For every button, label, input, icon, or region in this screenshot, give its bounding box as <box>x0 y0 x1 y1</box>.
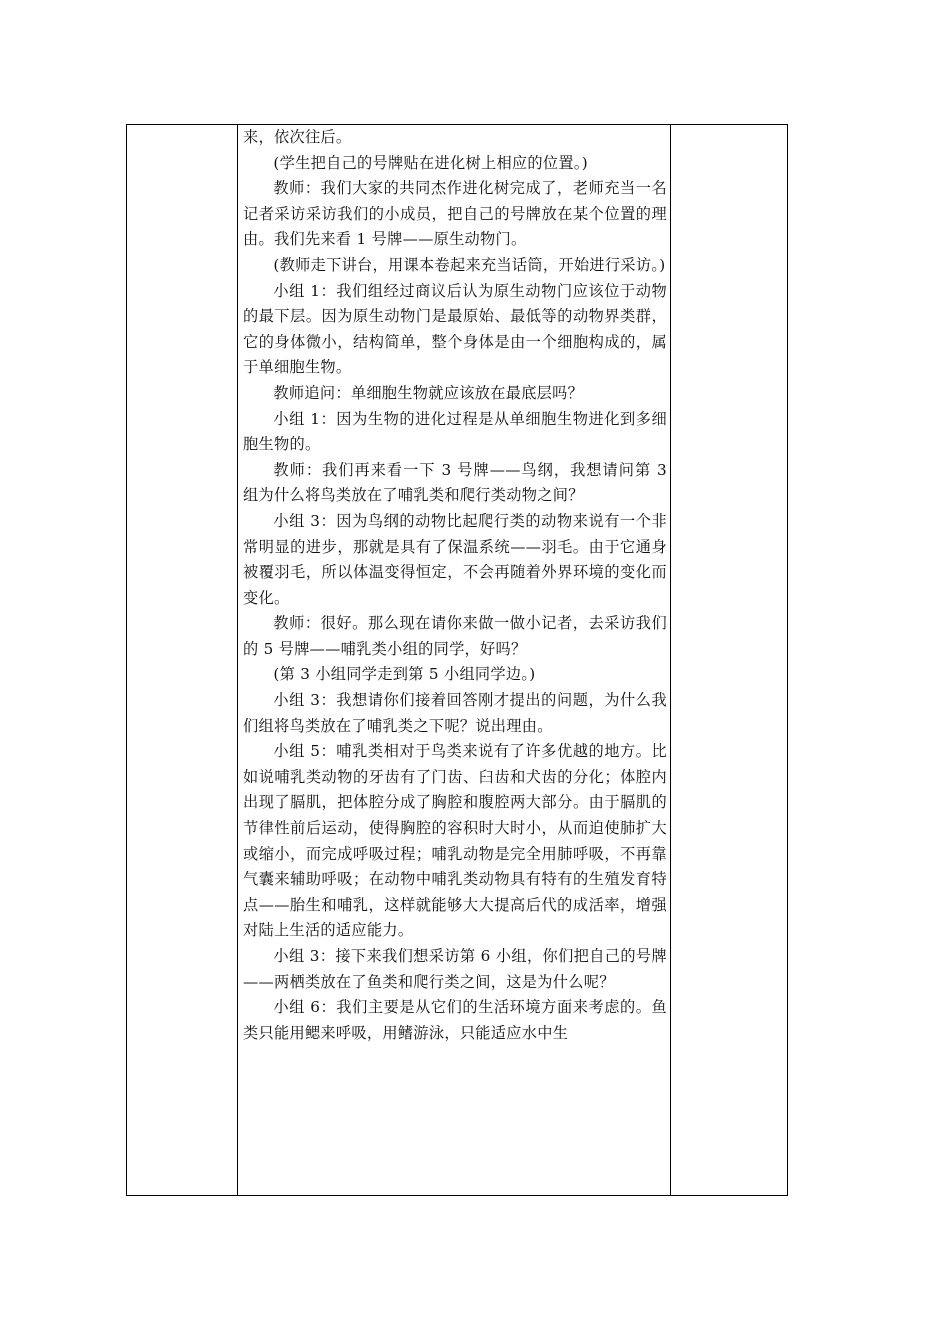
paragraph: 教师：我们再来看一下 3 号牌——鸟纲，我想请问第 3 组为什么将鸟类放在了哺乳类和爬行类动物之间？ <box>243 460 667 505</box>
paragraph: 小组 3：我想请你们接着回答刚才提出的问题，为什么我们组将鸟类放在了哺乳类之下呢？说出理由。 <box>243 691 667 735</box>
paragraph: (第 3 小组同学走到第 5 小组同学边。) <box>273 665 536 684</box>
lesson-table <box>126 124 788 1196</box>
paragraph: 教师：很好。那么现在请你来做一做小记者，去采访我们的 5 号牌——哺乳类小组的同学，好吗？ <box>243 614 667 658</box>
paragraph: 小组 1：因为生物的进化过程是从单细胞生物进化到多细胞生物的。 <box>243 409 667 454</box>
paragraph: 来，依次往后。 <box>243 128 352 146</box>
paragraph: 小组 3：接下来我们想采访第 6 小组，你们把自己的号牌——两栖类放在了鱼类和爬行类之间，这是为什么呢？ <box>243 947 667 991</box>
paragraph: 小组 3：因为鸟纲的动物比起爬行类的动物来说有一个非常明显的进步，那就是具有了保温系统——羽毛。由于它通身被覆羽毛，所以体温变得恒定，不会再随着外界环境的变化而变化。 <box>243 511 667 607</box>
column-divider-left <box>237 125 238 1195</box>
paragraph: (教师走下讲台，用课本卷起来充当话筒，开始进行采访。) <box>273 255 666 274</box>
paragraph: 小组 5：哺乳类相对于鸟类来说有了许多优越的地方。比如说哺乳类动物的牙齿有了门齿、臼齿和犬齿的分化；体腔内出现了膈肌，把体腔分成了胸腔和腹腔两大部分。由于膈肌的节律性前后运动，使得胸腔的容积时大时小，从而迫使肺扩大或缩小，而完成呼吸过程；哺乳动物是完全用肺呼吸，不再靠气囊来辅助呼吸；在动物中哺乳类动物具有特有的生殖发育特点——胎生和哺乳，这样就能够大大提高后代的成活率，增强对陆上生活的适应能力。 <box>243 742 667 940</box>
paragraph: 小组 6：我们主要是从它们的生活环境方面来考虑的。鱼类只能用鳃来呼吸，用鳍游泳，只能适应水中生 <box>243 998 667 1042</box>
paragraph: 小组 1：我们组经过商议后认为原生动物门应该位于动物的最下层。因为原生动物门是最原始、最低等的动物界类群，它的身体微小，结构简单，整个身体是由一个细胞构成的，属于单细胞生物。 <box>243 281 667 377</box>
paragraph: 教师追问：单细胞生物就应该放在最底层吗？ <box>273 383 584 402</box>
lesson-content <box>243 125 667 1197</box>
paragraph: 教师：我们大家的共同杰作进化树完成了，老师充当一名记者采访采访我们的小成员，把自己的号牌放在某个位置的理由。我们先来看 1 号牌——原生动物门。 <box>243 179 667 249</box>
column-divider-right <box>670 125 671 1195</box>
paragraph: (学生把自己的号牌贴在进化树上相应的位置。) <box>273 153 588 172</box>
